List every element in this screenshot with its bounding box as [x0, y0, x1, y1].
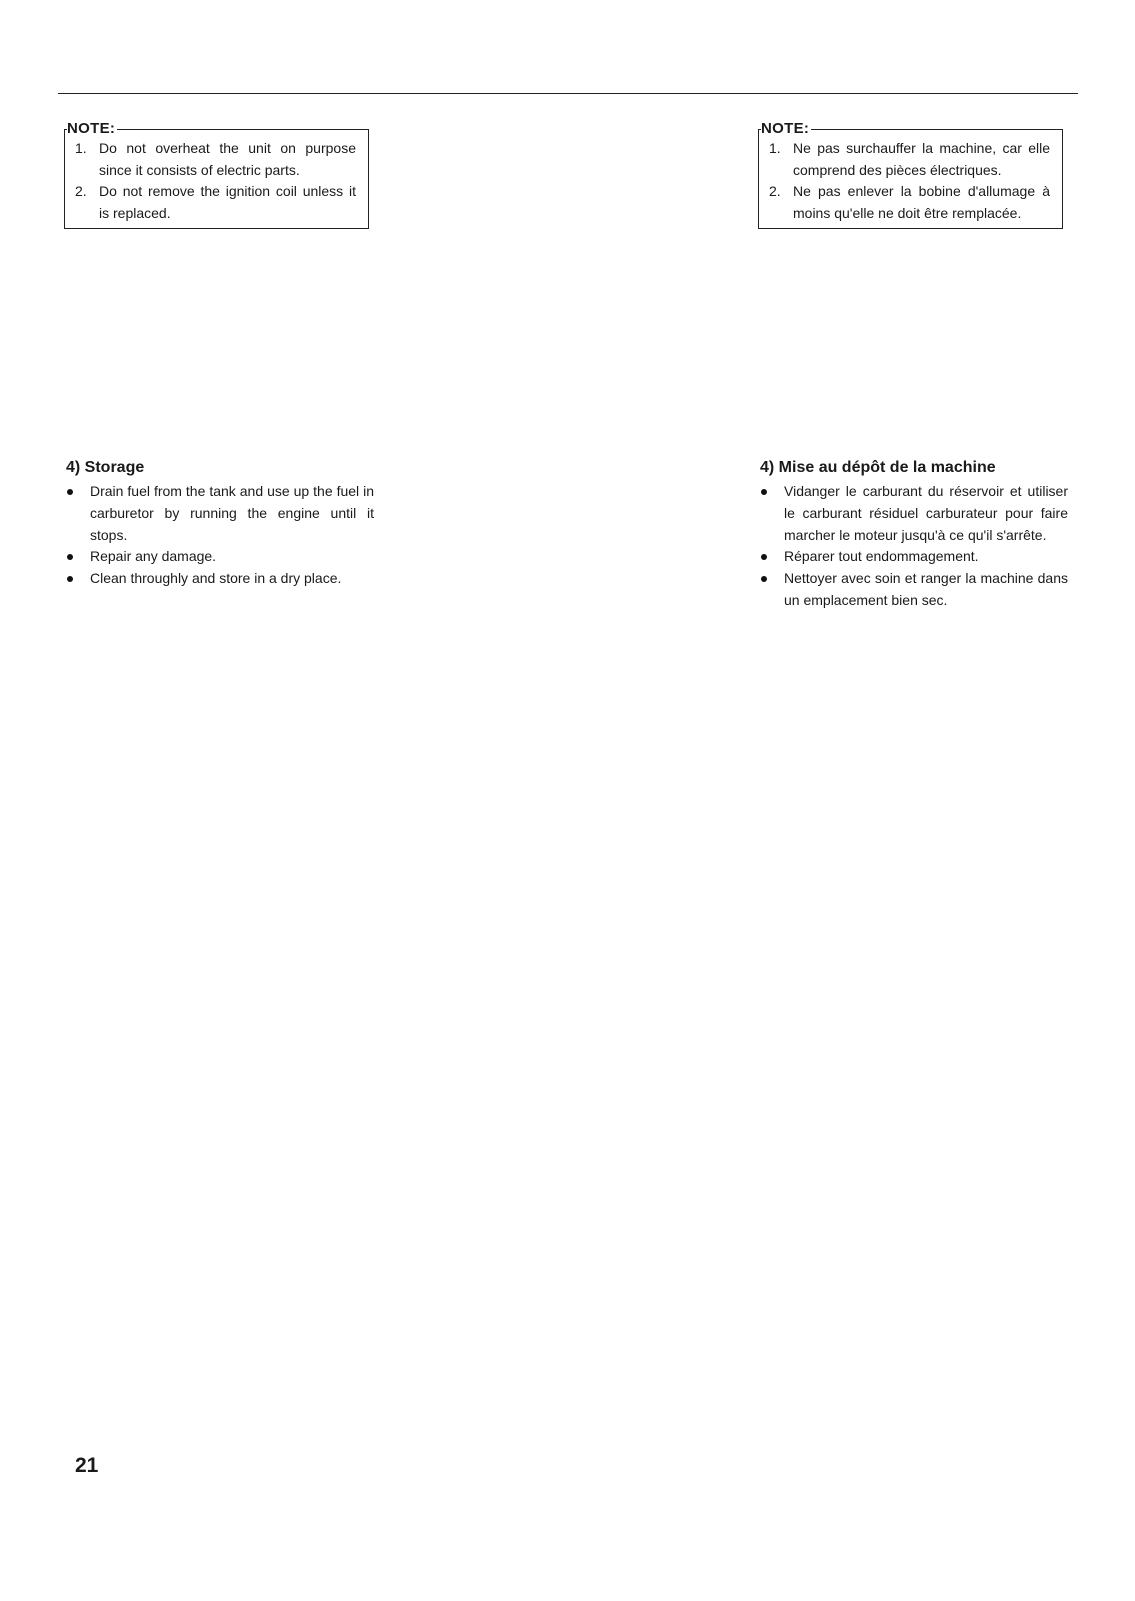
bullet-text: Vidanger le carburant du réservoir et utiliser le carburant résiduel carburateur pour faire marcher le moteur jusqu'à ce qu'il s'arrête.	[784, 483, 1068, 543]
note-item-number: 1.	[75, 140, 87, 156]
storage-bullets-fr	[758, 481, 1068, 612]
note-item-text: Ne pas surchauffer la machine, car elle comprend des pièces électriques.	[793, 140, 1050, 178]
bullet-text: Repair any damage.	[90, 548, 217, 565]
bullet-item	[758, 546, 1068, 568]
bullet-item	[64, 481, 374, 546]
note-item-en-2	[75, 181, 356, 224]
bullet-text: Réparer tout endommagement.	[784, 548, 979, 565]
note-item-number: 1.	[769, 140, 781, 156]
note-list-en	[75, 138, 356, 224]
note-list-fr	[769, 138, 1050, 224]
bullet-text: Clean throughly and store in a dry place.	[90, 570, 342, 587]
storage-title-fr: 4) Mise au dépôt de la machine	[760, 459, 996, 476]
note-item-text: Do not overheat the unit on purpose since it consists of electric parts.	[99, 140, 356, 178]
storage-section-en	[64, 458, 374, 590]
storage-section-fr	[758, 458, 1068, 612]
bullet-icon	[758, 568, 784, 612]
bullet-item	[758, 568, 1068, 612]
storage-title-en: 4) Storage	[66, 459, 145, 476]
note-item-en-1	[75, 138, 356, 181]
bullet-icon	[64, 568, 90, 590]
bullet-item	[64, 546, 374, 568]
bullet-text: Drain fuel from the tank and use up the fuel in carburetor by running the engine until it stops.	[90, 483, 374, 543]
page-number: 21	[75, 1454, 99, 1477]
note-item-text: Do not remove the ignition coil unless it is replaced.	[99, 183, 356, 221]
storage-bullets-en	[64, 481, 374, 590]
note-label-fr: NOTE:	[761, 120, 810, 137]
bullet-icon	[758, 481, 784, 546]
note-item-number: 2.	[75, 183, 87, 199]
bullet-item	[758, 481, 1068, 546]
note-item-number: 2.	[769, 183, 781, 199]
header-rule	[58, 93, 1078, 94]
bullet-icon	[758, 546, 784, 568]
note-label-en: NOTE:	[67, 120, 116, 137]
bullet-item	[64, 568, 374, 590]
note-box-en	[64, 129, 369, 229]
note-box-fr	[758, 129, 1063, 229]
note-item-fr-2	[769, 181, 1050, 224]
bullet-text: Nettoyer avec soin et ranger la machine dans un emplacement bien sec.	[784, 570, 1068, 608]
bullet-icon	[64, 546, 90, 568]
bullet-icon	[64, 481, 90, 546]
note-item-text: Ne pas enlever la bobine d'allumage à moins qu'elle ne doit être remplacée.	[793, 183, 1050, 221]
note-item-fr-1	[769, 138, 1050, 181]
